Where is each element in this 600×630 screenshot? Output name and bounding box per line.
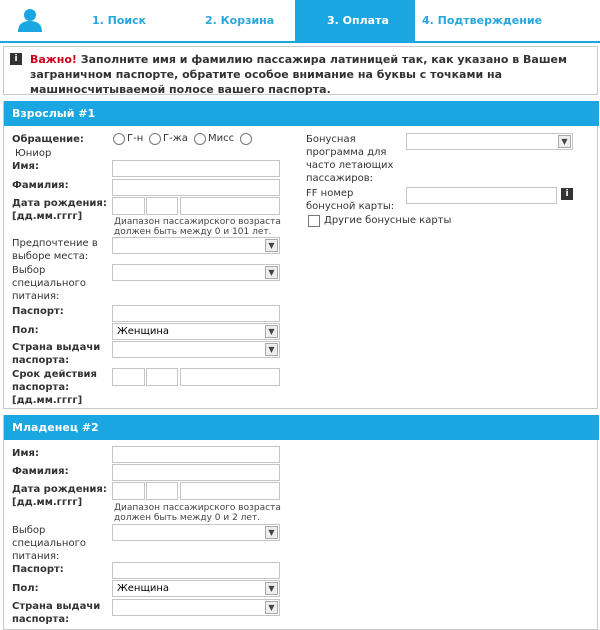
- infant-birth-year-input[interactable]: [180, 482, 280, 500]
- infant-birth-date-label: Дата рождения:: [12, 484, 107, 495]
- salutation-miss-radio[interactable]: [194, 133, 206, 145]
- salutation-junior-label: Юниор: [15, 148, 52, 159]
- ff-number-input[interactable]: [406, 187, 557, 204]
- infant-gender-value: Женщина: [117, 583, 170, 594]
- step-confirmation[interactable]: 4. Подтверждение: [422, 14, 543, 27]
- gender-value: Женщина: [117, 326, 170, 337]
- chevron-down-icon: ▼: [265, 601, 278, 614]
- chevron-down-icon: ▼: [265, 325, 278, 338]
- infant-special-meal-select[interactable]: [112, 524, 280, 541]
- special-meal-select[interactable]: [112, 264, 280, 281]
- infant-birth-month-input[interactable]: [146, 482, 178, 500]
- age-hint-line2: должен быть между 0 и 101 лет.: [114, 227, 272, 237]
- gender-select[interactable]: [112, 323, 280, 340]
- gender-label: Пол:: [12, 325, 39, 336]
- infant-gender-select[interactable]: [112, 580, 280, 597]
- passport-expiry-label-1: Срок действия: [12, 369, 97, 380]
- salutation-junior-radio[interactable]: [240, 133, 252, 145]
- passport-country-label-2: паспорта:: [12, 355, 70, 366]
- birth-year-input[interactable]: [180, 197, 280, 215]
- ffp-label-2: программа для: [306, 147, 387, 158]
- chevron-down-icon: ▼: [265, 266, 278, 279]
- chevron-down-icon: ▼: [265, 343, 278, 356]
- birth-date-format: [дд.мм.гггг]: [12, 211, 83, 222]
- seat-pref-label-1: Предпочтение в: [12, 238, 98, 249]
- ff-number-label-1: FF номер: [306, 188, 354, 199]
- infant-passport-country-select[interactable]: [112, 599, 280, 616]
- info-icon: i: [10, 53, 22, 65]
- infant-passport-country-label-2: паспорта:: [12, 614, 70, 625]
- ffp-label-1: Бонусная: [306, 134, 356, 145]
- ffp-label-3: часто летающих: [306, 160, 394, 171]
- infant-age-hint-line1: Диапазон пассажирского возраста: [114, 503, 281, 513]
- infant-birth-day-input[interactable]: [112, 482, 145, 500]
- other-cards-checkbox[interactable]: [308, 215, 320, 227]
- salutation-mr-radio[interactable]: [113, 133, 125, 145]
- passport-expiry-format: [дд.мм.гггг]: [12, 395, 83, 406]
- infant-passenger-section: [3, 415, 598, 630]
- notice-body: Заполните имя и фамилию пассажира латиницей так, как указано в Вашем заграничном паспорте, обратите особое внимание на буквы с точками на машиносчитываемой полосе вашего паспорта.: [30, 53, 567, 96]
- infant-meal-label-2: специального: [12, 538, 86, 549]
- step-search[interactable]: 1. Поиск: [92, 14, 147, 27]
- expiry-day-input[interactable]: [112, 368, 145, 386]
- salutation-miss-label: Мисс: [208, 133, 235, 144]
- salutation-label: Обращение:: [12, 134, 84, 145]
- infant-last-name-input[interactable]: [112, 464, 280, 481]
- adult-section-title: Взрослый #1: [4, 101, 599, 126]
- expiry-year-input[interactable]: [180, 368, 280, 386]
- salutation-mr-label: Г-н: [127, 133, 144, 144]
- infant-section-title: Младенец #2: [4, 415, 599, 440]
- seat-pref-label-2: выборе места:: [12, 251, 89, 262]
- birth-day-input[interactable]: [112, 197, 145, 215]
- first-name-label: Имя:: [12, 161, 39, 172]
- adult-passenger-section: [3, 101, 598, 409]
- infant-first-name-label: Имя:: [12, 448, 39, 459]
- infant-last-name-label: Фамилия:: [12, 466, 69, 477]
- notice-text: [30, 52, 590, 97]
- infant-meal-label-1: Выбор: [12, 525, 46, 536]
- notice-important: Важно!: [30, 53, 77, 66]
- checkout-steps: [0, 0, 600, 42]
- seat-preference-select[interactable]: [112, 237, 280, 254]
- ff-number-label-2: бонусной карты:: [306, 201, 395, 212]
- last-name-input[interactable]: [112, 179, 280, 196]
- user-icon: [0, 0, 60, 42]
- step-bar-underline: [0, 41, 600, 43]
- passport-country-select[interactable]: [112, 341, 280, 358]
- expiry-month-input[interactable]: [146, 368, 178, 386]
- important-notice: [3, 46, 598, 95]
- salutation-mrs-label: Г-жа: [163, 133, 188, 144]
- last-name-label: Фамилия:: [12, 180, 69, 191]
- ffp-label-4: пассажиров:: [306, 173, 374, 184]
- ffp-program-select[interactable]: [406, 133, 573, 150]
- passport-input[interactable]: [112, 305, 280, 322]
- meal-label-2: специального: [12, 278, 86, 289]
- infant-passport-input[interactable]: [112, 562, 280, 579]
- infant-age-hint-line2: должен быть между 0 и 2 лет.: [114, 513, 261, 523]
- chevron-down-icon: ▼: [558, 135, 571, 148]
- meal-label-3: питания:: [12, 291, 60, 302]
- step-cart[interactable]: 2. Корзина: [205, 14, 275, 27]
- age-hint-line1: Диапазон пассажирского возраста: [114, 217, 281, 227]
- birth-date-label: Дата рождения:: [12, 198, 107, 209]
- chevron-down-icon: ▼: [265, 582, 278, 595]
- passport-country-label-1: Страна выдачи: [12, 342, 101, 353]
- infant-birth-date-format: [дд.мм.гггг]: [12, 497, 83, 508]
- infant-first-name-input[interactable]: [112, 446, 280, 463]
- passport-expiry-label-2: паспорта:: [12, 382, 70, 393]
- chevron-down-icon: ▼: [265, 526, 278, 539]
- infant-passport-label: Паспорт:: [12, 564, 64, 575]
- infant-gender-label: Пол:: [12, 583, 39, 594]
- info-icon[interactable]: i: [561, 188, 573, 200]
- birth-month-input[interactable]: [146, 197, 178, 215]
- chevron-down-icon: ▼: [265, 239, 278, 252]
- first-name-input[interactable]: [112, 160, 280, 177]
- step-payment[interactable]: 3. Оплата: [295, 0, 415, 42]
- infant-passport-country-label-1: Страна выдачи: [12, 601, 101, 612]
- infant-meal-label-3: питания:: [12, 551, 60, 562]
- salutation-mrs-radio[interactable]: [149, 133, 161, 145]
- other-cards-label: Другие бонусные карты: [324, 215, 452, 226]
- passport-label: Паспорт:: [12, 306, 64, 317]
- meal-label-1: Выбор: [12, 265, 46, 276]
